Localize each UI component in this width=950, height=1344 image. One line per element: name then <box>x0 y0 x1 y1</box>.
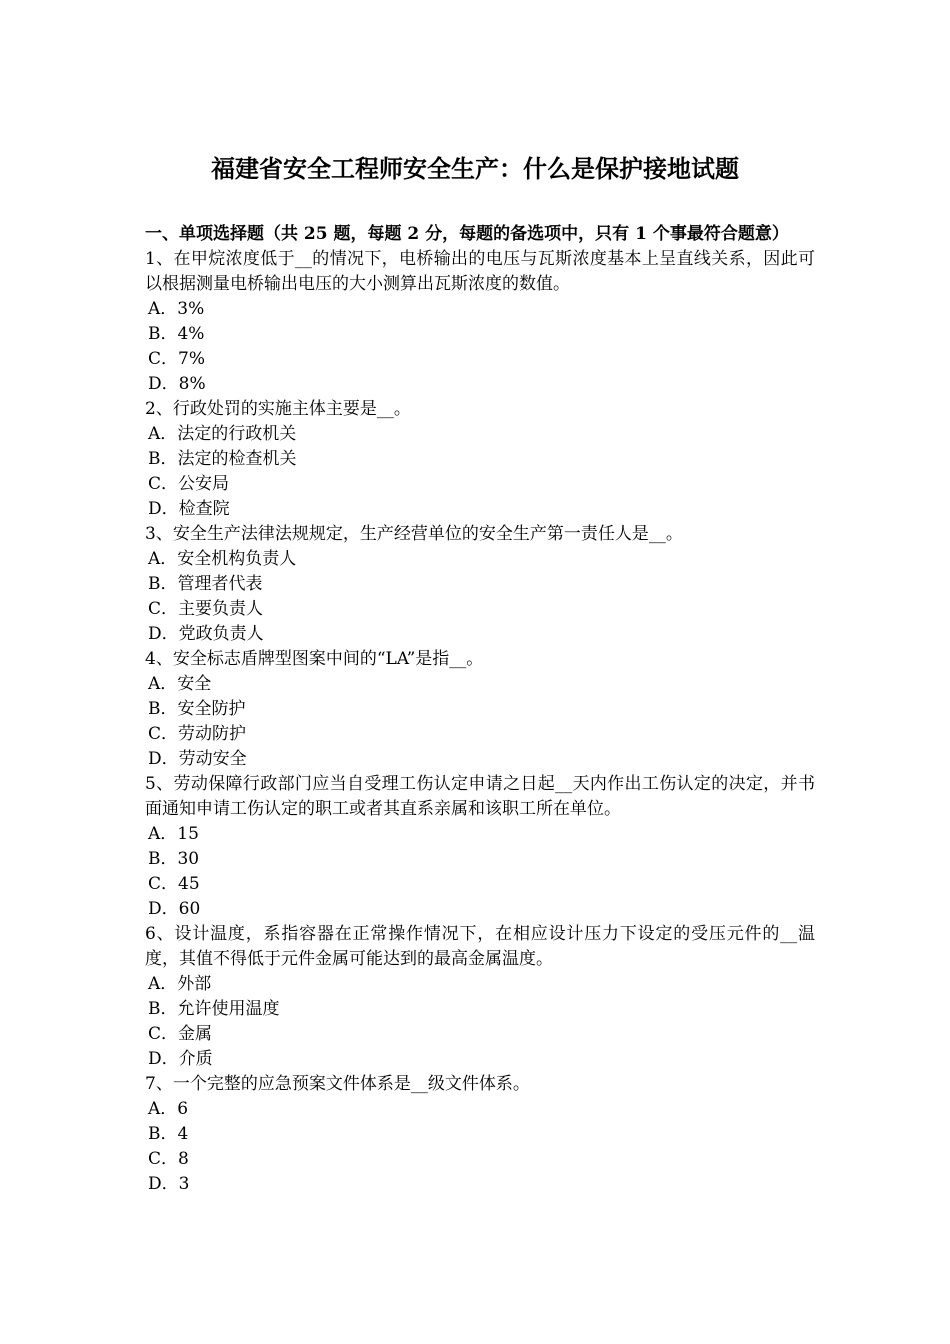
question-text: 4、安全标志盾牌型图案中间的“LA”是指__。 <box>145 649 484 669</box>
option-d: D．检查院 <box>148 499 230 519</box>
option-d: D．劳动安全 <box>148 749 247 769</box>
option-list <box>145 297 815 397</box>
option-a: A．15 <box>148 824 199 844</box>
option-list <box>145 1097 815 1197</box>
question-1 <box>145 247 815 397</box>
option-b: B．4% <box>148 324 205 344</box>
option-d: D．3 <box>148 1174 190 1194</box>
option-list <box>145 822 815 922</box>
option-d: D．8% <box>148 374 206 394</box>
option-a: A．法定的行政机关 <box>148 424 297 444</box>
option-c: C．主要负责人 <box>148 599 264 619</box>
option-b: B．30 <box>148 849 200 869</box>
question-list <box>145 247 815 1197</box>
question-text: 1、在甲烷浓度低于__的情况下，电桥输出的电压与瓦斯浓度基本上呈直线关系，因此可以根据测量电桥输出电压的大小测算出瓦斯浓度的数值。 <box>145 249 815 294</box>
option-b: B．法定的检查机关 <box>148 449 297 469</box>
option-d: D．介质 <box>148 1049 213 1069</box>
question-text: 3、安全生产法律法规规定，生产经营单位的安全生产第一责任人是__。 <box>145 524 683 544</box>
option-b: B．安全防护 <box>148 699 246 719</box>
option-b: B．管理者代表 <box>148 574 263 594</box>
document-title: 福建省安全工程师安全生产：什么是保护接地试题 <box>211 154 739 183</box>
option-c: C．8 <box>148 1149 189 1169</box>
option-d: D．党政负责人 <box>148 624 264 644</box>
question-2 <box>145 397 815 522</box>
question-5 <box>145 772 815 922</box>
option-list <box>145 422 815 522</box>
question-text: 7、一个完整的应急预案文件体系是__级文件体系。 <box>145 1074 530 1094</box>
option-a: A．外部 <box>148 974 212 994</box>
option-d: D．60 <box>148 899 201 919</box>
option-c: C．45 <box>148 874 200 894</box>
document-body <box>145 222 815 1197</box>
option-c: C．7% <box>148 349 205 369</box>
option-a: A．安全 <box>148 674 212 694</box>
question-text: 5、劳动保障行政部门应当自受理工伤认定申请之日起__天内作出工伤认定的决定，并书面通知申请工伤认定的职工或者其直系亲属和该职工所在单位。 <box>145 774 815 819</box>
option-list <box>145 972 815 1072</box>
question-4 <box>145 647 815 772</box>
option-c: C．劳动防护 <box>148 724 247 744</box>
section-header: 一、单项选择题（共 25 题，每题 2 分，每题的备选项中，只有 1 个事最符合题意） <box>145 224 789 244</box>
question-text: 6、设计温度，系指容器在正常操作情况下，在相应设计压力下设定的受压元件的__温度，其值不得低于元件金属可能达到的最高金属温度。 <box>145 924 815 969</box>
question-text: 2、行政处罚的实施主体主要是__。 <box>145 399 411 419</box>
option-a: A．安全机构负责人 <box>148 549 297 569</box>
option-c: C．公安局 <box>148 474 230 494</box>
option-b: B．允许使用温度 <box>148 999 280 1019</box>
question-7 <box>145 1072 815 1197</box>
option-a: A．3% <box>148 299 205 319</box>
option-b: B．4 <box>148 1124 189 1144</box>
question-6 <box>145 922 815 1072</box>
option-list <box>145 547 815 647</box>
option-a: A．6 <box>148 1099 189 1119</box>
option-list <box>145 672 815 772</box>
question-3 <box>145 522 815 647</box>
option-c: C．金属 <box>148 1024 213 1044</box>
